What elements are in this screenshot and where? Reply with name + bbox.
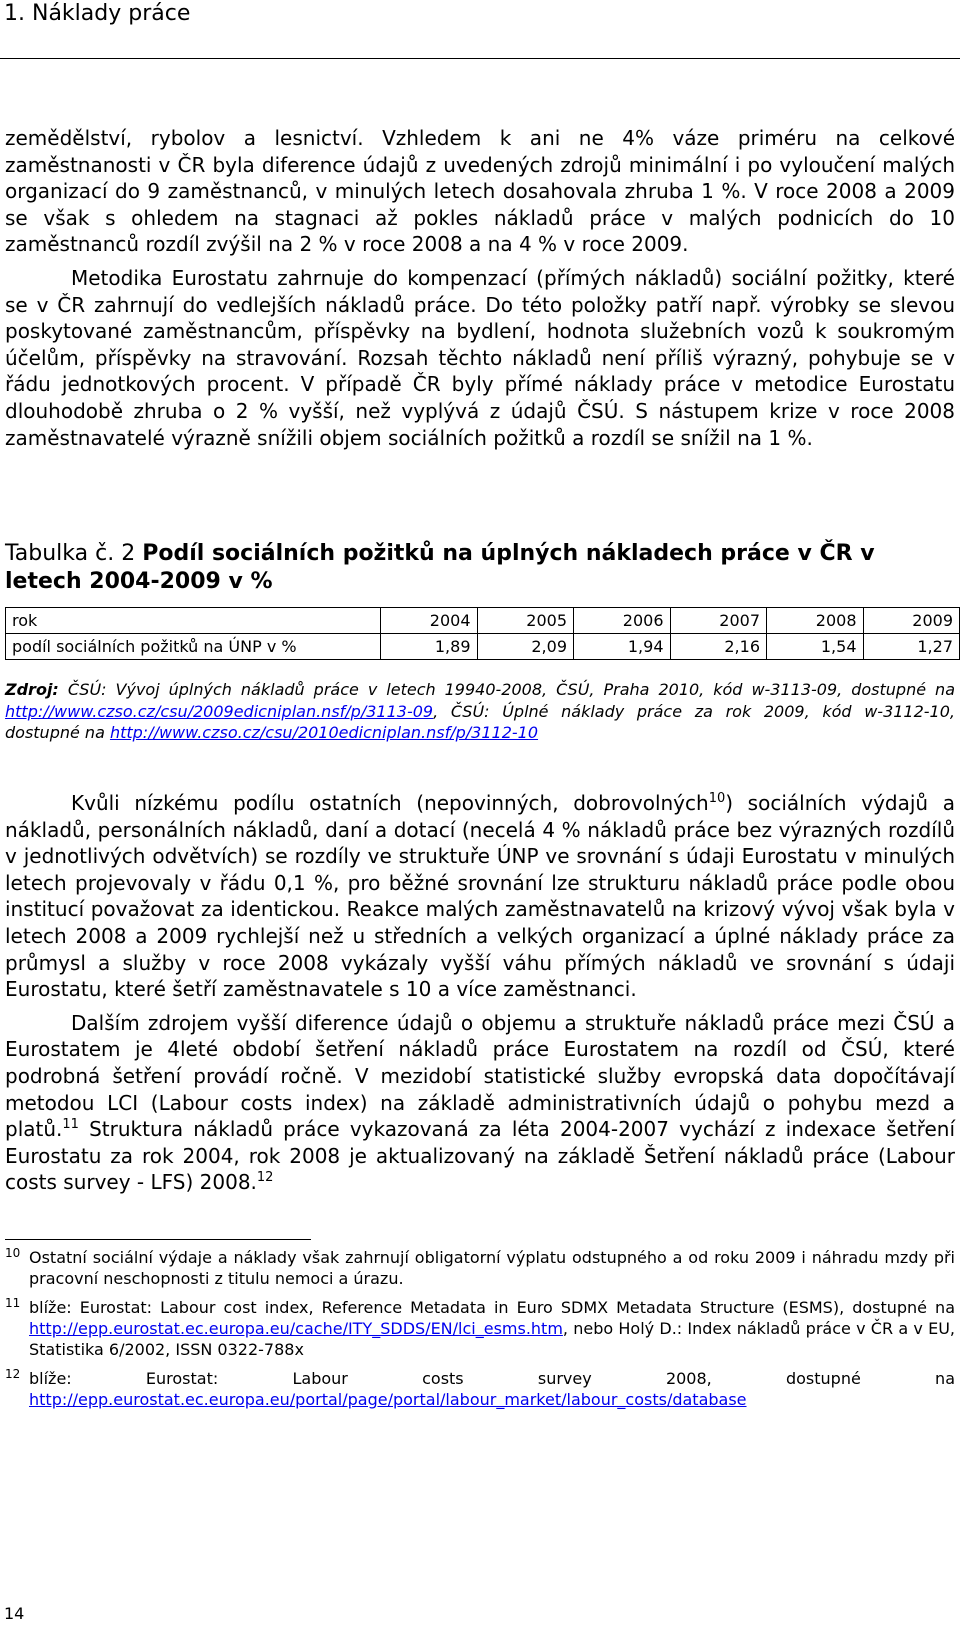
footnote-number: 10 [5,1246,21,1260]
table-year-cell: 2008 [767,608,864,634]
table-value-cell: 1,89 [381,634,478,660]
benefits-share-table [5,607,960,660]
source-label: Zdroj: [5,680,59,699]
footnotes [5,1247,955,1418]
source-link-2009[interactable]: http://www.czso.cz/csu/2009edicniplan.nsf/p/3113-09 [5,701,434,721]
table-source-note [5,679,955,744]
table-value-cell: 1,94 [574,634,671,660]
footnote-link-lci-esms[interactable]: http://epp.eurostat.ec.europa.eu/cache/ITY_SDDS/EN/lci_esms.htm [29,1319,563,1338]
body-upper [5,125,955,451]
footnote-separator [5,1239,311,1240]
footnote-ref-11[interactable]: 11 [62,1117,79,1133]
paragraph-survey-periodicity: Dalším zdrojem vyšší diference údajů o objemu a struktuře nákladů práce mezi ČSÚ a Eurostatem je 4leté období šetření nákladů práce Eurostatem na rozdíl od ČSÚ, které podrobná šetření provádí ročně. V mezidobí statistické služby evropská data dopočítávají metodou LCI (Labour costs index) na základě administrativních údajů o pohybu mezd a platů.$^{11}$ Struktura nákladů práce vykazovaná za léta 2004-2007 vychází z indexace šetření Eurostatu za rok 2004, rok 2008 je aktualizovaný na základě Šetření nákladů práce (Labour costs survey - LFS) 2008.12 [5,1010,955,1195]
table-year-cell: 2006 [574,608,671,634]
table-header-row [6,608,960,634]
footnote [5,1247,955,1289]
table-caption-number: Tabulka č. 2 [5,541,136,566]
table-header-label: rok [6,608,381,634]
table-year-cell: 2009 [863,608,960,634]
footnote-text: blíže: Eurostat: Labour cost index, Reference Metadata in Euro SDMX Metadata Structure (ESMS), dostupné na [29,1298,955,1317]
body-lower [5,790,955,1196]
table-value-cell: 1,54 [767,634,864,660]
table-value-cell: 2,16 [670,634,767,660]
table-row [6,634,960,660]
table-caption-title: Podíl sociálních požitků na úplných nákladech práce v ČR v letech 2004-2009 v % [5,541,875,594]
table-caption [5,540,955,596]
footnote [5,1297,955,1360]
paragraph-continuation: zemědělství, rybolov a lesnictví. Vzhledem k ani ne 4% váze priméru na celkové zaměstnanosti v ČR byla diference údajů z uvedených zdrojů minimální i po vyloučení malých organizací do 9 zaměstnanců, v minulých letech dosahovala zhruba 1 %. V roce 2008 a 2009 se však s ohledem na stagnaci až pokles nákladů práce v malých podnicích do 10 zaměstnanců rozdíl zvýšil na 2 % v roce 2008 a na 4 % v roce 2009. [5,126,955,257]
table-value-cell: 2,09 [477,634,574,660]
footnote [5,1368,955,1410]
table-year-cell: 2007 [670,608,767,634]
source-link-2010[interactable]: http://www.czso.cz/csu/2010edicniplan.nsf/p/3112-10 [109,723,539,742]
footnote-text: blíže: Eurostat: Labour costs survey 2008, dostupné na [29,1369,955,1388]
footnote-ref-10[interactable]: 10 [708,791,726,806]
paragraph-eurostat-methodology: Metodika Eurostatu zahrnuje do kompenzací (přímých nákladů) sociální požitky, které se v ČR zahrnují do vedlejších nákladů práce. Do této položky patří např. výrobky se slevou poskytované zaměstnancům, příspěvky na bydlení, hodnota služebních vozů k soukromým účelům, příspěvky na stravování. Rozsah těchto nákladů není příliš výrazný, pohybuje se v řádu jednotkových procent. V případě ČR byly přímé náklady práce v metodice Eurostatu dlouhodobě zhruba o 2 % vyšší, než vyplývá z údajů ČSÚ. S nástupem krize v roce 2008 zaměstnavatelé výrazně snížili objem sociálních požitků a rozdíl se snížil na 1 %. [5,265,955,450]
table-row-label: podíl sociálních požitků na ÚNP v % [6,634,381,660]
footnote-text: Ostatní sociální výdaje a náklady však zahrnují obligatorní výplatu odstupného a od roku 2009 i náhradu mzdy při pracovní neschopnosti z titulu nemoci a úrazu. [29,1248,955,1288]
footnote-text: , nebo Holý D.: Index nákladů práce v ČR a v EU, Statistika 6/2002, ISSN 0322-788x [29,1319,955,1359]
page-header-title: 1. Náklady práce [4,1,191,26]
page-header [0,0,960,59]
source-text: ČSÚ: Vývoj úplných nákladů práce v letech 19940-2008, ČSÚ, Praha 2010, kód w-3113-09, dostupné na [58,680,955,699]
page-number: 14 [4,1604,25,1623]
paragraph-other-social-costs: Kvůli nízkému podílu ostatních (nepovinných, dobrovolných$^{10}$) sociálních výdajů a nákladů, personálních nákladů, daní a dotací (necelá 4 % nákladů práce bez výrazných rozdílů v jednotlivých odvětvích) se rozdíly ve struktuře ÚNP ve srovnání s údaji Eurostatu v minulých letech projevovaly v řádu 0,1 %, pro běžné srovnání lze strukturu nákladů práce podle obou institucí považovat za identickou. Reakce malých zaměstnavatelů na krizový vývoj však byla v letech 2008 a 2009 rychlejší než u středních a velkých organizací a úplné náklady práce za průmysl a služby v roce 2008 vykázaly vyšší váhu přímých nákladů ve srovnání s údaji Eurostatu, které šetří zaměstnavatele s 10 a více zaměstnanci. [5,791,955,1002]
footnote-number: 12 [5,1367,21,1381]
footnote-link-labour-costs-database[interactable]: http://epp.eurostat.ec.europa.eu/portal/page/portal/labour_market/labour_costs/database [29,1390,747,1409]
footnote-number: 11 [5,1296,21,1310]
table-year-cell: 2005 [477,608,574,634]
footnote-ref-12[interactable]: 12 [256,1170,274,1186]
source-text: , ČSÚ: Úplné náklady práce za rok 2009, kód w-3112-10, dostupné na [5,701,955,742]
table-value-cell: 1,27 [863,634,960,660]
table-year-cell: 2004 [381,608,478,634]
